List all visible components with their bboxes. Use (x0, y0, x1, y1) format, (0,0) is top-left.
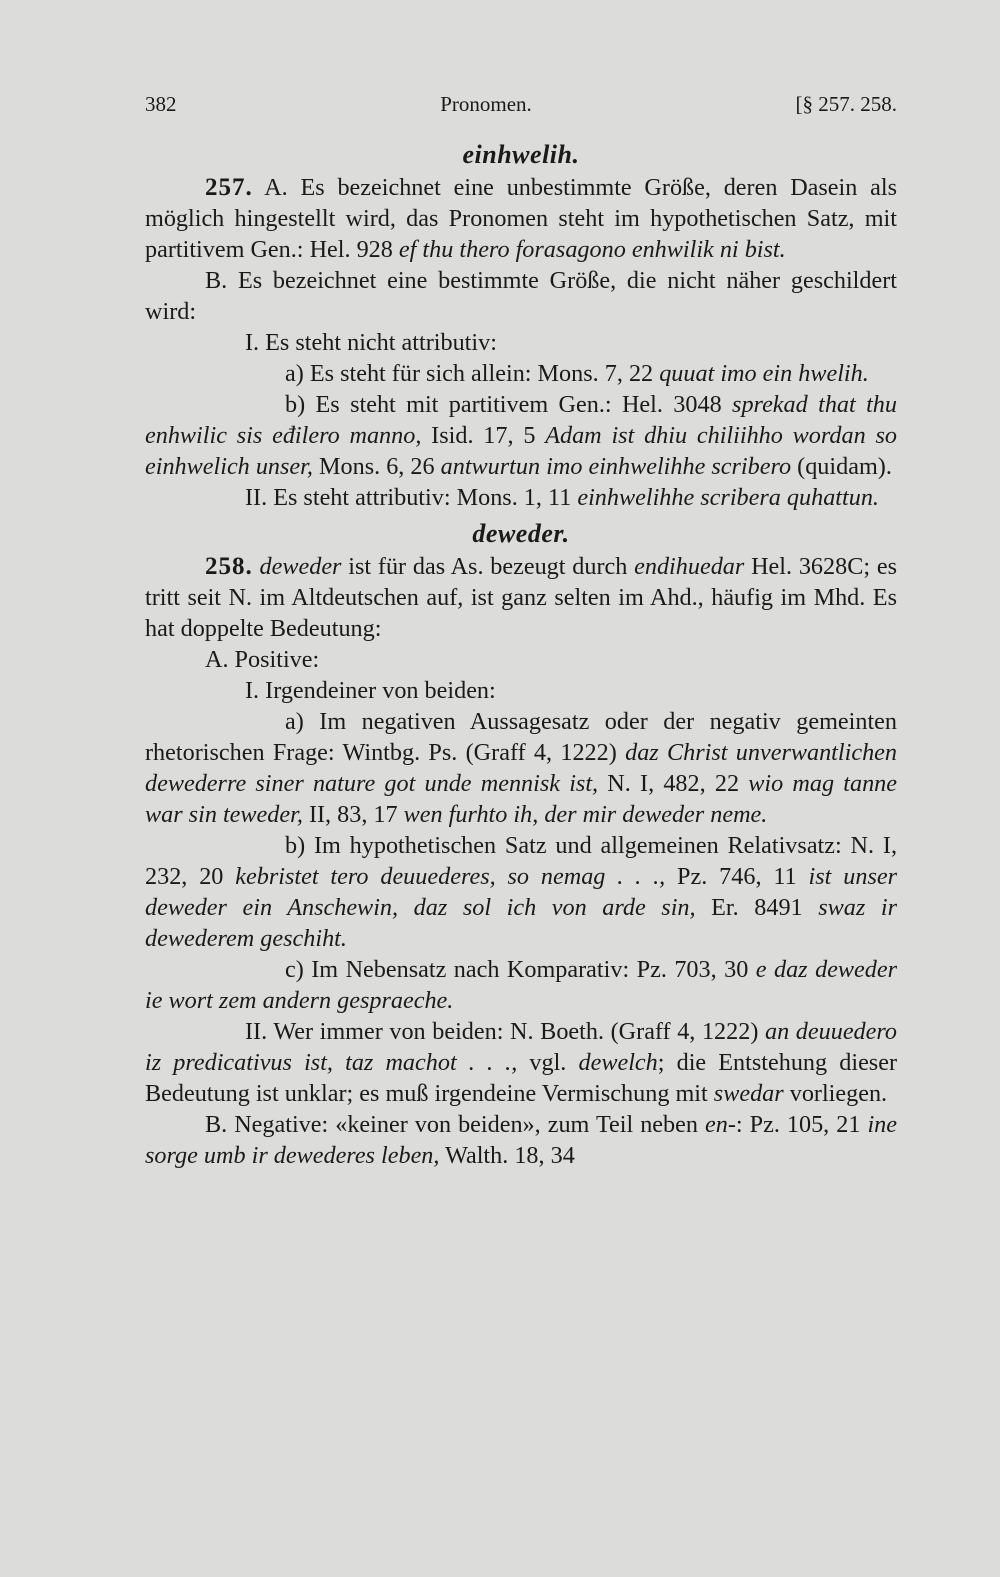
paragraph-258-a-i-c: c) Im Nebensatz nach Komparativ: Pz. 703, 30 e daz deweder ie wort zem andern gespraeche. (145, 956, 898, 1014)
paragraph-257-b-i-a: a) Es steht für sich allein: Mons. 7, 22 quuat imo ein hwelih. (285, 360, 869, 387)
section-heading-258: deweder. (472, 519, 570, 548)
page-text (145, 90, 897, 1171)
paragraph-257-b: B. Es bezeichnet eine bestimmte Größe, die nicht näher geschildert wird: (145, 267, 897, 325)
paragraph-258-a-ii: II. Wer immer von beiden: N. Boeth. (Graff 4, 1222) an deuuedero iz predicativus ist, taz machot . . ., vgl. dewelch; die Entstehung dieser Bedeutung ist unklar; es muß irgendeine Vermischung mit swedar vorliegen. (145, 1018, 898, 1107)
page-number: 382 (145, 92, 177, 116)
paragraph-258-a-i-b: b) Im hypothetischen Satz und allgemeinen Relativsatz: N. I, 232, 20 kebristet tero deuuederes, so nemag . . ., Pz. 746, 11 ist unser deweder ein Anschewin, daz sol ich von arde sin, Er. 8491 swaz ir dewederem geschiht. (145, 832, 898, 952)
section-number-258: 258. (205, 553, 253, 580)
running-header (145, 90, 897, 118)
paragraph-257-a: 257. A. Es bezeichnet eine unbestimmte Größe, deren Dasein als möglich hingestellt wird, das Pronomen steht im hypothetischen Satz, mit partitivem Gen.: Hel. 928 ef thu thero forasagono enhwilik ni bist. (145, 174, 898, 263)
paragraph-258-b: B. Negative: «keiner von beiden», zum Teil neben en-: Pz. 105, 21 ine sorge umb ir dewederes leben, Walth. 18, 34 (145, 1111, 897, 1169)
paragraph-257-b-ii: II. Es steht attributiv: Mons. 1, 11 einhwelihhe scribera quhattun. (245, 484, 879, 511)
section-reference: [§ 257. 258. (795, 92, 897, 116)
paragraph-258-a: A. Positive: (205, 646, 320, 673)
paragraph-257-b-i: I. Es steht nicht attributiv: (245, 329, 497, 356)
running-title: Pronomen. (440, 92, 532, 116)
section-number-257: 257. (205, 174, 253, 201)
paragraph-258-a-i-a: a) Im negativen Aussagesatz oder der negativ gemeinten rhetorischen Frage: Wintbg. Ps. (Graff 4, 1222) daz Christ unverwantlichen dewederre siner nature got unde mennisk ist, N. I, 482, 22 wio mag tanne war sin teweder, II, 83, 17 wen furhto ih, der mir deweder neme. (145, 708, 897, 828)
paragraph-257-b-i-b: b) Es steht mit partitivem Gen.: Hel. 3048 sprekad that thu enhwilic sis eđilero manno, Isid. 17, 5 Adam ist dhiu chiliihho wordan so einhwelich unser, Mons. 6, 26 antwurtun imo einhwelihhe scribero (quidam). (145, 391, 897, 480)
section-heading-257: einhwelih. (462, 140, 580, 169)
paragraph-258-intro: 258. deweder ist für das As. bezeugt durch endihuedar Hel. 3628C; es tritt seit N. im Altdeutschen auf, ist ganz selten im Ahd., häufig im Mhd. Es hat doppelte Bedeutung: (145, 553, 897, 642)
paragraph-258-a-i: I. Irgendeiner von beiden: (245, 677, 496, 704)
